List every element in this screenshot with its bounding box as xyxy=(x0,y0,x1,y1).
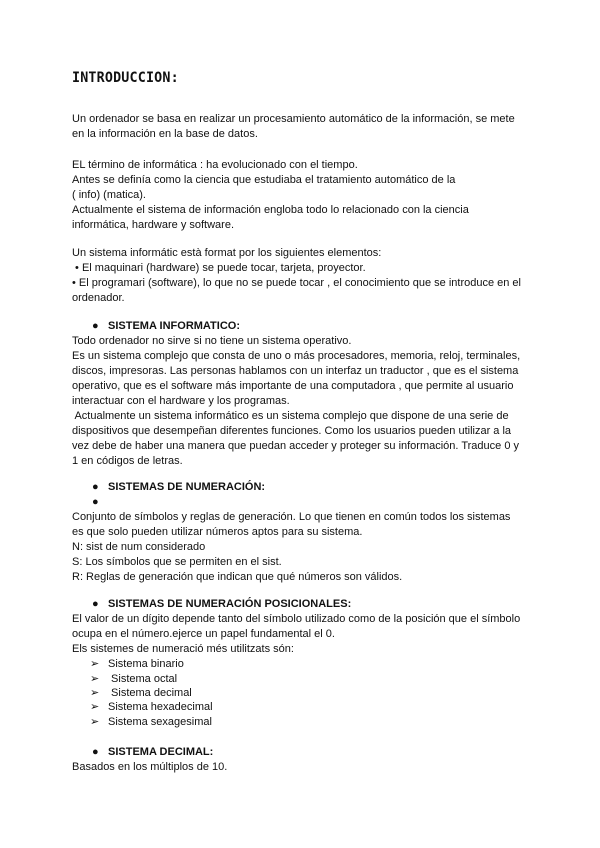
text-line: Actualmente el sistema de información engloba todo lo relacionado con la ciencia xyxy=(72,204,469,216)
text-line: discos, impresoras. Las personas hablamos con un interfaz un traductor , que es el sistema xyxy=(72,365,519,377)
bullet-icon: ● xyxy=(92,320,99,332)
text-line: • El maquinari (hardware) se puede tocar, tarjeta, proyector. xyxy=(72,262,366,274)
intro-paragraph xyxy=(72,112,542,142)
list-item xyxy=(90,672,177,687)
text-line: El valor de un dígito depende tanto del símbolo utilizado como de la posición que el símbolo xyxy=(72,613,521,625)
text-line: Els sistemes de numeració més utilitzats són: xyxy=(72,643,294,655)
heading-text: SISTEMAS DE NUMERACIÓN POSICIONALES: xyxy=(108,598,352,610)
text-line: en la información en la base de datos. xyxy=(72,128,258,140)
bullet-icon: ● xyxy=(92,481,99,493)
arrow-bullet-icon: ➢ xyxy=(90,687,100,699)
list-item-text: Sistema decimal xyxy=(108,687,192,699)
section-heading-informatico xyxy=(92,319,240,334)
text-line: 1 en códigos de letras. xyxy=(72,455,183,467)
text-line: N: sist de num considerado xyxy=(72,541,206,553)
arrow-bullet-icon: ➢ xyxy=(90,673,100,685)
arrow-bullet-icon: ➢ xyxy=(90,658,100,670)
definition-paragraph xyxy=(72,158,542,233)
section-heading-decimal xyxy=(92,745,213,760)
text-line: ocupa en el número.ejerce un papel fundamental el 0. xyxy=(72,628,335,640)
list-item xyxy=(90,700,213,715)
text-line: interactuar con el hardware y los programas. xyxy=(72,395,290,407)
list-item-text: Sistema sexagesimal xyxy=(108,716,212,728)
posicionales-paragraph xyxy=(72,612,542,657)
text-line: ordenador. xyxy=(72,292,125,304)
list-item-text: Sistema binario xyxy=(108,658,184,670)
heading-text: SISTEMA DECIMAL: xyxy=(108,746,214,758)
list-item xyxy=(90,686,192,701)
informatico-paragraph xyxy=(72,334,542,469)
page-title: INTRODUCCION: xyxy=(72,70,179,86)
text-line: Un sistema informátic està format por los siguientes elementos: xyxy=(72,247,382,259)
text-line: ( info) (matica). xyxy=(72,189,146,201)
text-line: • El programari (software), lo que no se puede tocar , el conocimiento que se introduce en el xyxy=(72,277,521,289)
empty-bullet-icon: ● xyxy=(92,496,99,508)
bullet-icon: ● xyxy=(92,598,99,610)
numeracion-paragraph xyxy=(72,510,542,585)
list-item-text: Sistema hexadecimal xyxy=(108,701,213,713)
list-item-text: Sistema octal xyxy=(108,673,178,685)
heading-text: SISTEMAS DE NUMERACIÓN: xyxy=(108,481,266,493)
text-line: Basados en los múltiplos de 10. xyxy=(72,761,228,773)
elements-paragraph xyxy=(72,246,542,306)
text-line: informática, hardware y software. xyxy=(72,219,235,231)
text-line: vez debe de haber una manera que puedan acceder y proteger su información. Traduce 0 y xyxy=(72,440,520,452)
text-line: R: Reglas de generación que indican que qué números son válidos. xyxy=(72,571,403,583)
arrow-bullet-icon: ➢ xyxy=(90,701,100,713)
bullet-icon: ● xyxy=(92,746,99,758)
text-line: Un ordenador se basa en realizar un procesamiento automático de la información, se mete xyxy=(72,113,515,125)
text-line: es que solo pueden utilizar números aptos para su sistema. xyxy=(72,526,363,538)
text-line: operativo, que es el software más importante de una computadora , que permite al usuario xyxy=(72,380,514,392)
section-heading-numeracion xyxy=(92,480,265,495)
text-line: S: Los símbolos que se permiten en el sist. xyxy=(72,556,282,568)
text-line: EL término de informática : ha evolucionado con el tiempo. xyxy=(72,159,358,171)
text-line: Actualmente un sistema informático es un sistema complejo que dispone de una serie de xyxy=(72,410,509,422)
arrow-bullet-icon: ➢ xyxy=(90,716,100,728)
text-line: Todo ordenador no sirve si no tiene un sistema operativo. xyxy=(72,335,352,347)
decimal-paragraph xyxy=(72,760,542,775)
list-item xyxy=(90,715,212,730)
text-line: dispositivos que desempeñan diferentes funciones. Como los usuarios pueden utilizar a la xyxy=(72,425,512,437)
text-line: Es un sistema complejo que consta de uno o más procesadores, memoria, reloj, terminales, xyxy=(72,350,521,362)
text-line: Conjunto de símbolos y reglas de generación. Lo que tienen en común todos los sistemas xyxy=(72,511,511,523)
heading-text: SISTEMA INFORMATICO: xyxy=(108,320,240,332)
section-heading-posicionales xyxy=(92,597,351,612)
text-line: Antes se definía como la ciencia que estudiaba el tratamiento automático de la xyxy=(72,174,456,186)
list-item xyxy=(90,657,184,672)
